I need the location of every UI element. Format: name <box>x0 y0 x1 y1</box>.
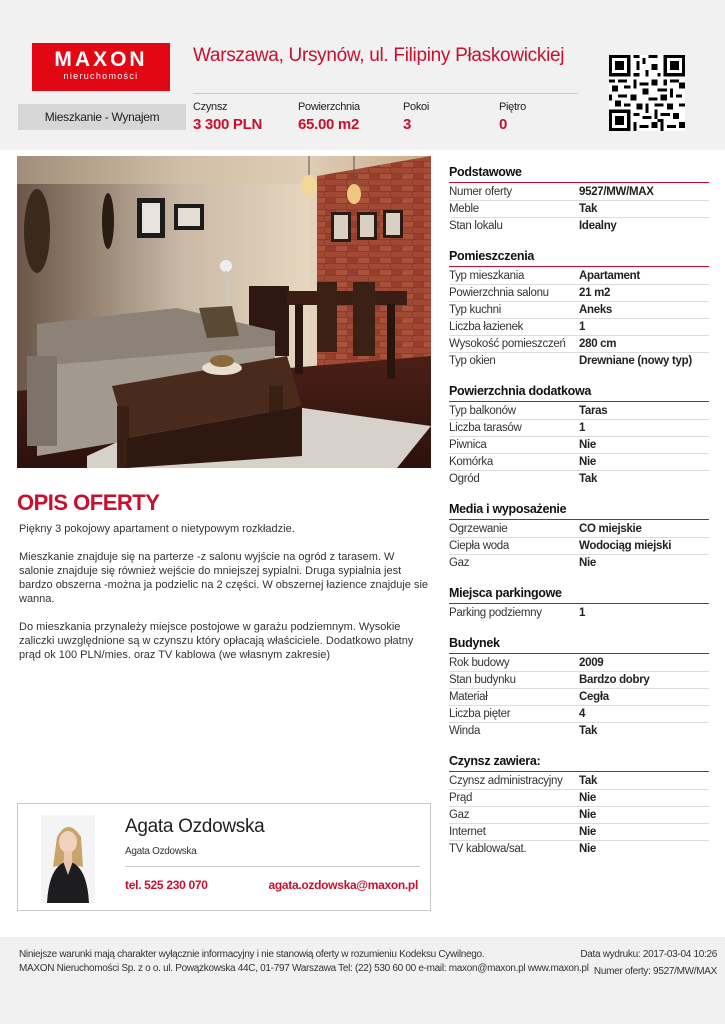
detail-key: Internet <box>449 826 486 838</box>
detail-key: Parking podziemny <box>449 607 542 619</box>
detail-key: Czynsz administracyjny <box>449 775 563 787</box>
detail-row <box>449 773 709 790</box>
section-divider <box>449 653 709 654</box>
detail-row <box>449 689 709 706</box>
property-photo[interactable] <box>17 156 431 468</box>
stat-value: 3 300 PLN <box>193 116 263 133</box>
section-divider <box>449 519 709 520</box>
detail-row <box>449 521 709 538</box>
stat-value: 65.00 m2 <box>298 116 359 133</box>
detail-key: Materiał <box>449 691 488 703</box>
detail-value: Nie <box>579 439 596 451</box>
stat-label: Czynsz <box>193 101 228 113</box>
detail-key: Meble <box>449 203 479 215</box>
detail-key: Ogród <box>449 473 480 485</box>
section-divider <box>449 771 709 772</box>
divider <box>193 93 578 94</box>
detail-value: Nie <box>579 809 596 821</box>
property-address: Warszawa, Ursynów, ul. Filipiny Płaskowickiej <box>193 45 565 66</box>
detail-row <box>449 655 709 672</box>
detail-key: Prąd <box>449 792 473 804</box>
detail-key: Ogrzewanie <box>449 523 508 535</box>
detail-row <box>449 555 709 572</box>
detail-value: 1 <box>579 422 586 434</box>
detail-row <box>449 672 709 689</box>
detail-key: Liczba łazienek <box>449 321 524 333</box>
detail-value: Nie <box>579 843 596 855</box>
detail-value: Tak <box>579 473 598 485</box>
detail-value: Taras <box>579 405 608 417</box>
detail-key: Typ balkonów <box>449 405 516 417</box>
detail-value: 2009 <box>579 657 604 669</box>
detail-value: Wodociąg miejski <box>579 540 672 552</box>
detail-row <box>449 420 709 437</box>
detail-row <box>449 184 709 201</box>
detail-key: Numer oferty <box>449 186 512 198</box>
detail-key: Typ mieszkania <box>449 270 525 282</box>
section-title-extra-area: Powierzchnia dodatkowa <box>449 384 592 398</box>
detail-row <box>449 538 709 555</box>
stat-rooms <box>403 101 429 133</box>
detail-value: Nie <box>579 792 596 804</box>
stat-label: Piętro <box>499 101 526 113</box>
agent-email-link[interactable]: agata.ozdowska@maxon.pl <box>268 878 418 892</box>
detail-key: Winda <box>449 725 481 737</box>
description-paragraph: Mieszkanie znajduje się na parterze -z salonu wyjście na ogród z tarasem. W salonie znajduje się również wejście do mniejszej sypialni. Druga sypialnia jest bardzo obszerna -można ja podzielic na 2 części. W obszernej łazience znajduje sie wanna. <box>19 551 429 605</box>
detail-row <box>449 471 709 488</box>
section-divider <box>449 266 709 267</box>
detail-value: CO miejskie <box>579 523 642 535</box>
detail-value: Idealny <box>579 220 617 232</box>
detail-value: 21 m2 <box>579 287 611 299</box>
detail-value: Tak <box>579 203 598 215</box>
section-divider <box>449 603 709 604</box>
detail-key: Stan budynku <box>449 674 516 686</box>
detail-row <box>449 824 709 841</box>
detail-value: Cegła <box>579 691 609 703</box>
detail-value: Bardzo dobry <box>579 674 650 686</box>
detail-value: 4 <box>579 708 586 720</box>
detail-key: Gaz <box>449 557 470 569</box>
detail-key: Gaz <box>449 809 470 821</box>
stat-label: Pokoi <box>403 101 430 113</box>
detail-row <box>449 285 709 302</box>
detail-key: Typ kuchni <box>449 304 501 316</box>
agent-name: Agata Ozdowska <box>125 816 265 837</box>
detail-value: Nie <box>579 456 596 468</box>
stat-value: 0 <box>499 116 508 133</box>
detail-row <box>449 218 709 235</box>
section-divider <box>449 182 709 183</box>
description-paragraph: Piękny 3 pokojowy apartament o nietypowym rozkładzie. <box>19 523 295 535</box>
detail-key: TV kablowa/sat. <box>449 843 527 855</box>
logo-brand: MAXON <box>54 48 148 71</box>
detail-value: 9527/MW/MAX <box>579 186 654 198</box>
detail-row <box>449 268 709 285</box>
property-details <box>449 162 709 858</box>
maxon-logo[interactable] <box>32 43 170 91</box>
detail-key: Wysokość pomieszczeń <box>449 338 566 350</box>
detail-value: Nie <box>579 826 596 838</box>
detail-key: Rok budowy <box>449 657 510 669</box>
detail-row <box>449 302 709 319</box>
detail-row <box>449 201 709 218</box>
description-title: OPIS OFERTY <box>17 490 160 515</box>
footer-disclaimer: Niniejsze warunki mają charakter wyłącznie informacyjny i nie stanowią oferty w rozumieniu Kodeksu Cywilnego. <box>19 949 485 960</box>
detail-row <box>449 807 709 824</box>
detail-key: Stan lokalu <box>449 220 503 232</box>
detail-key: Liczba pięter <box>449 708 511 720</box>
page-footer <box>0 937 725 1024</box>
detail-value: Tak <box>579 725 598 737</box>
detail-key: Komórka <box>449 456 493 468</box>
page-header <box>0 0 725 150</box>
detail-value: Nie <box>579 557 596 569</box>
description-body <box>19 522 429 676</box>
section-title-rent-includes: Czynsz zawiera: <box>449 754 541 768</box>
qr-code-icon[interactable] <box>609 55 685 131</box>
section-title-parking: Miejsca parkingowe <box>449 586 562 600</box>
stat-floor <box>499 101 526 133</box>
stat-area <box>298 101 360 133</box>
divider <box>125 866 420 867</box>
detail-value: 280 cm <box>579 338 617 350</box>
detail-value: Aneks <box>579 304 613 316</box>
footer-company: MAXON Nieruchomości Sp. z o o. ul. Powązkowska 44C, 01-797 Warszawa Tel: (22) 530 60 00 e-mail: maxon@maxon.pl www.maxon.pl <box>19 963 589 974</box>
detail-row <box>449 437 709 454</box>
detail-value: 1 <box>579 321 586 333</box>
detail-row <box>449 790 709 807</box>
description-paragraph: Do mieszkania przynależy miejsce postojowe w garażu podziemnym. Wysokie zaliczki uwzględnione są w czynszu który opłacają właściciele. Dodatkowo płatny prąd ok 100 PLN/mies. oraz TV kablowa (we własnym zakresie) <box>19 621 414 661</box>
detail-row <box>449 841 709 858</box>
detail-value: Tak <box>579 775 598 787</box>
footer-print-date: Data wydruku: 2017-03-04 10:26 <box>580 949 717 960</box>
detail-key: Ciepła woda <box>449 540 509 552</box>
detail-key: Powierzchnia salonu <box>449 287 549 299</box>
detail-row <box>449 353 709 370</box>
agent-phone-link[interactable]: tel. 525 230 070 <box>125 878 208 892</box>
detail-row <box>449 454 709 471</box>
section-title-basic: Podstawowe <box>449 165 522 179</box>
detail-row <box>449 403 709 420</box>
detail-row <box>449 605 709 622</box>
stat-rent <box>193 101 262 133</box>
section-title-utilities: Media i wyposażenie <box>449 502 567 516</box>
property-type-badge: Mieszkanie - Wynajem <box>18 104 186 130</box>
detail-value: Drewniane (nowy typ) <box>579 355 692 367</box>
agent-card <box>17 803 431 911</box>
detail-row <box>449 706 709 723</box>
detail-row <box>449 336 709 353</box>
logo-subtitle: nieruchomości <box>63 71 139 81</box>
detail-key: Liczba tarasów <box>449 422 522 434</box>
section-title-rooms: Pomieszczenia <box>449 249 535 263</box>
agent-subname: Agata Ozdowska <box>125 846 197 857</box>
section-title-building: Budynek <box>449 636 500 650</box>
stat-value: 3 <box>403 116 412 133</box>
detail-value: 1 <box>579 607 586 619</box>
section-divider <box>449 401 709 402</box>
detail-key: Piwnica <box>449 439 487 451</box>
footer-offer-number: Numer oferty: 9527/MW/MAX <box>593 966 717 977</box>
detail-row <box>449 319 709 336</box>
stat-label: Powierzchnia <box>298 101 360 113</box>
detail-key: Typ okien <box>449 355 496 367</box>
agent-avatar <box>41 815 95 903</box>
detail-row <box>449 723 709 740</box>
detail-value: Apartament <box>579 270 640 282</box>
